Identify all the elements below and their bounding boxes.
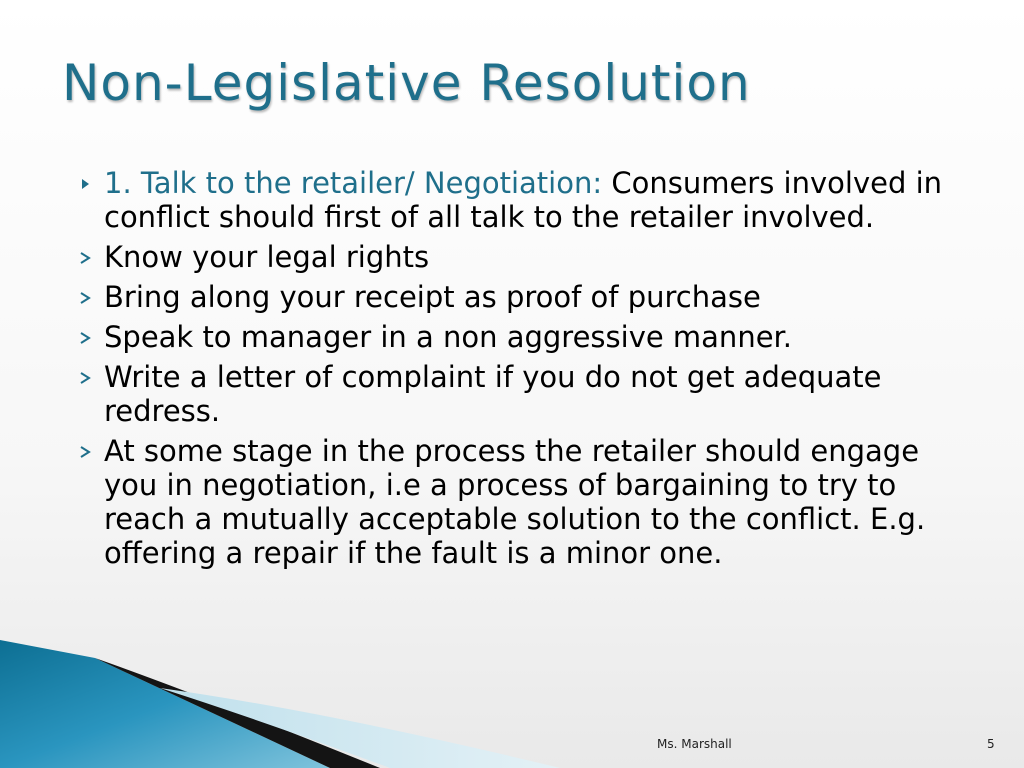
list-item [74, 360, 954, 428]
chevron-right-icon [78, 371, 92, 385]
bullet-text: Consumers involved in conflict should first of all talk to the retailer involved. [104, 166, 943, 234]
bullet-text: At some stage in the process the retailer should engage you in negotiation, i.e a process of bargaining to try to reach a mutually acceptable solution to the conflict. E.g. offering a repair if the fault is a minor one. [104, 434, 926, 570]
slide-number: 5 [987, 737, 995, 751]
bullet-lead-text: 1. Talk to the retailer/ Negotiation: [104, 166, 612, 200]
list-item [74, 320, 954, 354]
bullet-text: Write a letter of complaint if you do not get adequate redress. [104, 360, 882, 428]
decorative-wave-graphic [0, 640, 560, 768]
footer-author: Ms. Marshall [657, 737, 732, 751]
bullet-text: Speak to manager in a non aggressive manner. [104, 320, 793, 354]
list-item [74, 240, 954, 274]
chevron-right-icon [78, 445, 92, 459]
bullet-list [74, 166, 954, 576]
chevron-right-icon [78, 331, 92, 345]
list-item [74, 166, 954, 234]
slide-title: Non-Legislative Resolution [62, 54, 751, 112]
list-item [74, 434, 954, 570]
list-item [74, 280, 954, 314]
chevron-right-icon [78, 291, 92, 305]
triangle-right-icon [78, 177, 92, 191]
chevron-right-icon [78, 251, 92, 265]
bullet-text: Know your legal rights [104, 240, 430, 274]
bullet-text: Bring along your receipt as proof of purchase [104, 280, 761, 314]
